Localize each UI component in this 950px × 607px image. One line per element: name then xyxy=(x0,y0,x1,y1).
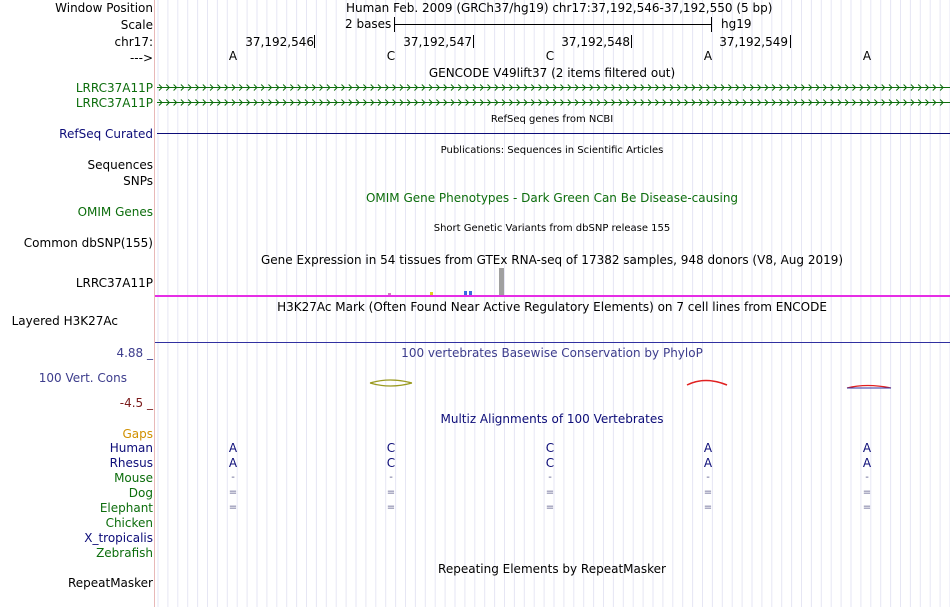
multiz-cell: = xyxy=(545,502,555,513)
base-letter: C xyxy=(386,49,396,63)
multiz-cell: - xyxy=(865,472,869,483)
phylop-signal-red[interactable] xyxy=(685,376,731,388)
multiz-species-label[interactable]: Dog xyxy=(128,486,153,500)
phylop-track-title[interactable]: 100 vertebrates Basewise Conservation by PhyloP xyxy=(401,346,703,360)
multiz-cell: = xyxy=(228,487,238,498)
multiz-species-label[interactable]: Zebrafish xyxy=(96,546,153,560)
gencode-item-label[interactable]: LRRC37A11P xyxy=(75,81,153,95)
scale-assembly: hg19 xyxy=(721,17,752,31)
label-column-border xyxy=(154,0,155,607)
multiz-cell: C xyxy=(386,441,396,455)
phylop-track-label[interactable]: 100 Vert. Cons xyxy=(38,371,127,385)
chrom-label: chr17: xyxy=(114,35,153,49)
multiz-cell: = xyxy=(862,502,872,513)
multiz-cell: A xyxy=(862,441,872,455)
gencode-gene-arrows[interactable] xyxy=(157,97,950,108)
base-letter: A xyxy=(703,49,713,63)
multiz-cell: = xyxy=(703,502,713,513)
coord-tick xyxy=(631,35,632,48)
scale-bar xyxy=(394,24,711,25)
dbsnp-track-label[interactable]: Common dbSNP(155) xyxy=(23,236,153,250)
h3k27ac-track-label[interactable]: Layered H3K27Ac xyxy=(11,314,118,328)
refseq-track-label[interactable]: RefSeq Curated xyxy=(59,127,153,141)
multiz-species-label[interactable]: Rhesus xyxy=(109,456,153,470)
scale-bar-right-tick xyxy=(711,17,712,32)
multiz-cell: - xyxy=(389,472,393,483)
window-position-value[interactable]: Human Feb. 2009 (GRCh37/hg19) chr17:37,192,546-37,192,550 (5 bp) xyxy=(346,1,773,15)
base-letter: A xyxy=(228,49,238,63)
multiz-cell: A xyxy=(862,456,872,470)
multiz-cell: C xyxy=(545,456,555,470)
publications-track-label[interactable]: Sequences xyxy=(87,158,153,172)
multiz-cell: = xyxy=(386,487,396,498)
gtex-track-title[interactable]: Gene Expression in 54 tissues from GTEx RNA-seq of 17382 samples, 948 donors (V8, Aug 2019) xyxy=(260,253,844,267)
multiz-cell: A xyxy=(703,456,713,470)
multiz-cell: - xyxy=(706,472,710,483)
multiz-cell: - xyxy=(548,472,552,483)
multiz-cell: = xyxy=(228,502,238,513)
multiz-cell: = xyxy=(386,502,396,513)
multiz-cell: C xyxy=(386,456,396,470)
multiz-cell: - xyxy=(231,472,235,483)
scale-bar-left-tick xyxy=(394,17,395,32)
multiz-species-label[interactable]: Mouse xyxy=(114,471,153,485)
coord-label: 37,192,547 xyxy=(403,35,472,49)
gtex-baseline xyxy=(155,295,950,297)
multiz-species-label[interactable]: X_tropicalis xyxy=(84,531,153,545)
omim-track-label[interactable]: OMIM Genes xyxy=(77,205,153,219)
multiz-gaps-label: Gaps xyxy=(122,427,153,441)
multiz-cell: = xyxy=(862,487,872,498)
multiz-cell: A xyxy=(228,456,238,470)
gtex-track-label[interactable]: LRRC37A11P xyxy=(75,276,153,290)
multiz-species-label[interactable]: Human xyxy=(109,441,153,455)
phylop-signal-mixed[interactable] xyxy=(845,382,895,392)
multiz-cell: = xyxy=(545,487,555,498)
multiz-track-title[interactable]: Multiz Alignments of 100 Vertebrates xyxy=(440,412,664,426)
phylop-signal-olive[interactable] xyxy=(368,378,416,388)
window-position-label: Window Position xyxy=(55,1,153,15)
coord-tick xyxy=(790,35,791,48)
strand-label: ---> xyxy=(129,51,153,65)
h3k27ac-baseline xyxy=(155,342,950,343)
coord-label: 37,192,546 xyxy=(245,35,314,49)
gencode-gene-arrows[interactable] xyxy=(157,82,950,93)
coord-label: 37,192,549 xyxy=(719,35,788,49)
multiz-cell: = xyxy=(703,487,713,498)
omim-track-title[interactable]: OMIM Gene Phenotypes - Dark Green Can Be Disease-causing xyxy=(365,191,739,205)
gencode-track-title[interactable]: GENCODE V49lift37 (2 items filtered out) xyxy=(428,66,676,80)
h3k27ac-track-title[interactable]: H3K27Ac Mark (Often Found Near Active Regulatory Elements) on 7 cell lines from ENCODE xyxy=(277,300,827,314)
publications-track-title[interactable]: Publications: Sequences in Scientific Articles xyxy=(440,145,664,156)
base-letter: A xyxy=(862,49,872,63)
multiz-cell: C xyxy=(545,441,555,455)
gencode-item-label[interactable]: LRRC37A11P xyxy=(75,96,153,110)
base-letter: C xyxy=(545,49,555,63)
scale-value: 2 bases xyxy=(345,17,392,31)
dbsnp-track-title[interactable]: Short Genetic Variants from dbSNP release 155 xyxy=(433,223,671,234)
multiz-cell: A xyxy=(228,441,238,455)
refseq-gene-line[interactable] xyxy=(157,133,950,134)
coord-tick xyxy=(314,35,315,48)
gtex-expression-bar[interactable] xyxy=(499,268,504,295)
coord-label: 37,192,548 xyxy=(561,35,630,49)
multiz-species-label[interactable]: Chicken xyxy=(105,516,153,530)
coord-tick xyxy=(473,35,474,48)
phylop-max-label: 4.88 _ xyxy=(116,346,153,360)
multiz-species-label[interactable]: Elephant xyxy=(99,501,153,515)
phylop-min-label: -4.5 _ xyxy=(119,396,153,410)
snps-track-label[interactable]: SNPs xyxy=(123,174,153,188)
repeatmasker-track-label[interactable]: RepeatMasker xyxy=(67,576,153,590)
repeatmasker-track-title[interactable]: Repeating Elements by RepeatMasker xyxy=(438,562,666,576)
refseq-track-title[interactable]: RefSeq genes from NCBI xyxy=(490,114,614,125)
scale-label: Scale xyxy=(120,18,153,32)
multiz-cell: A xyxy=(703,441,713,455)
